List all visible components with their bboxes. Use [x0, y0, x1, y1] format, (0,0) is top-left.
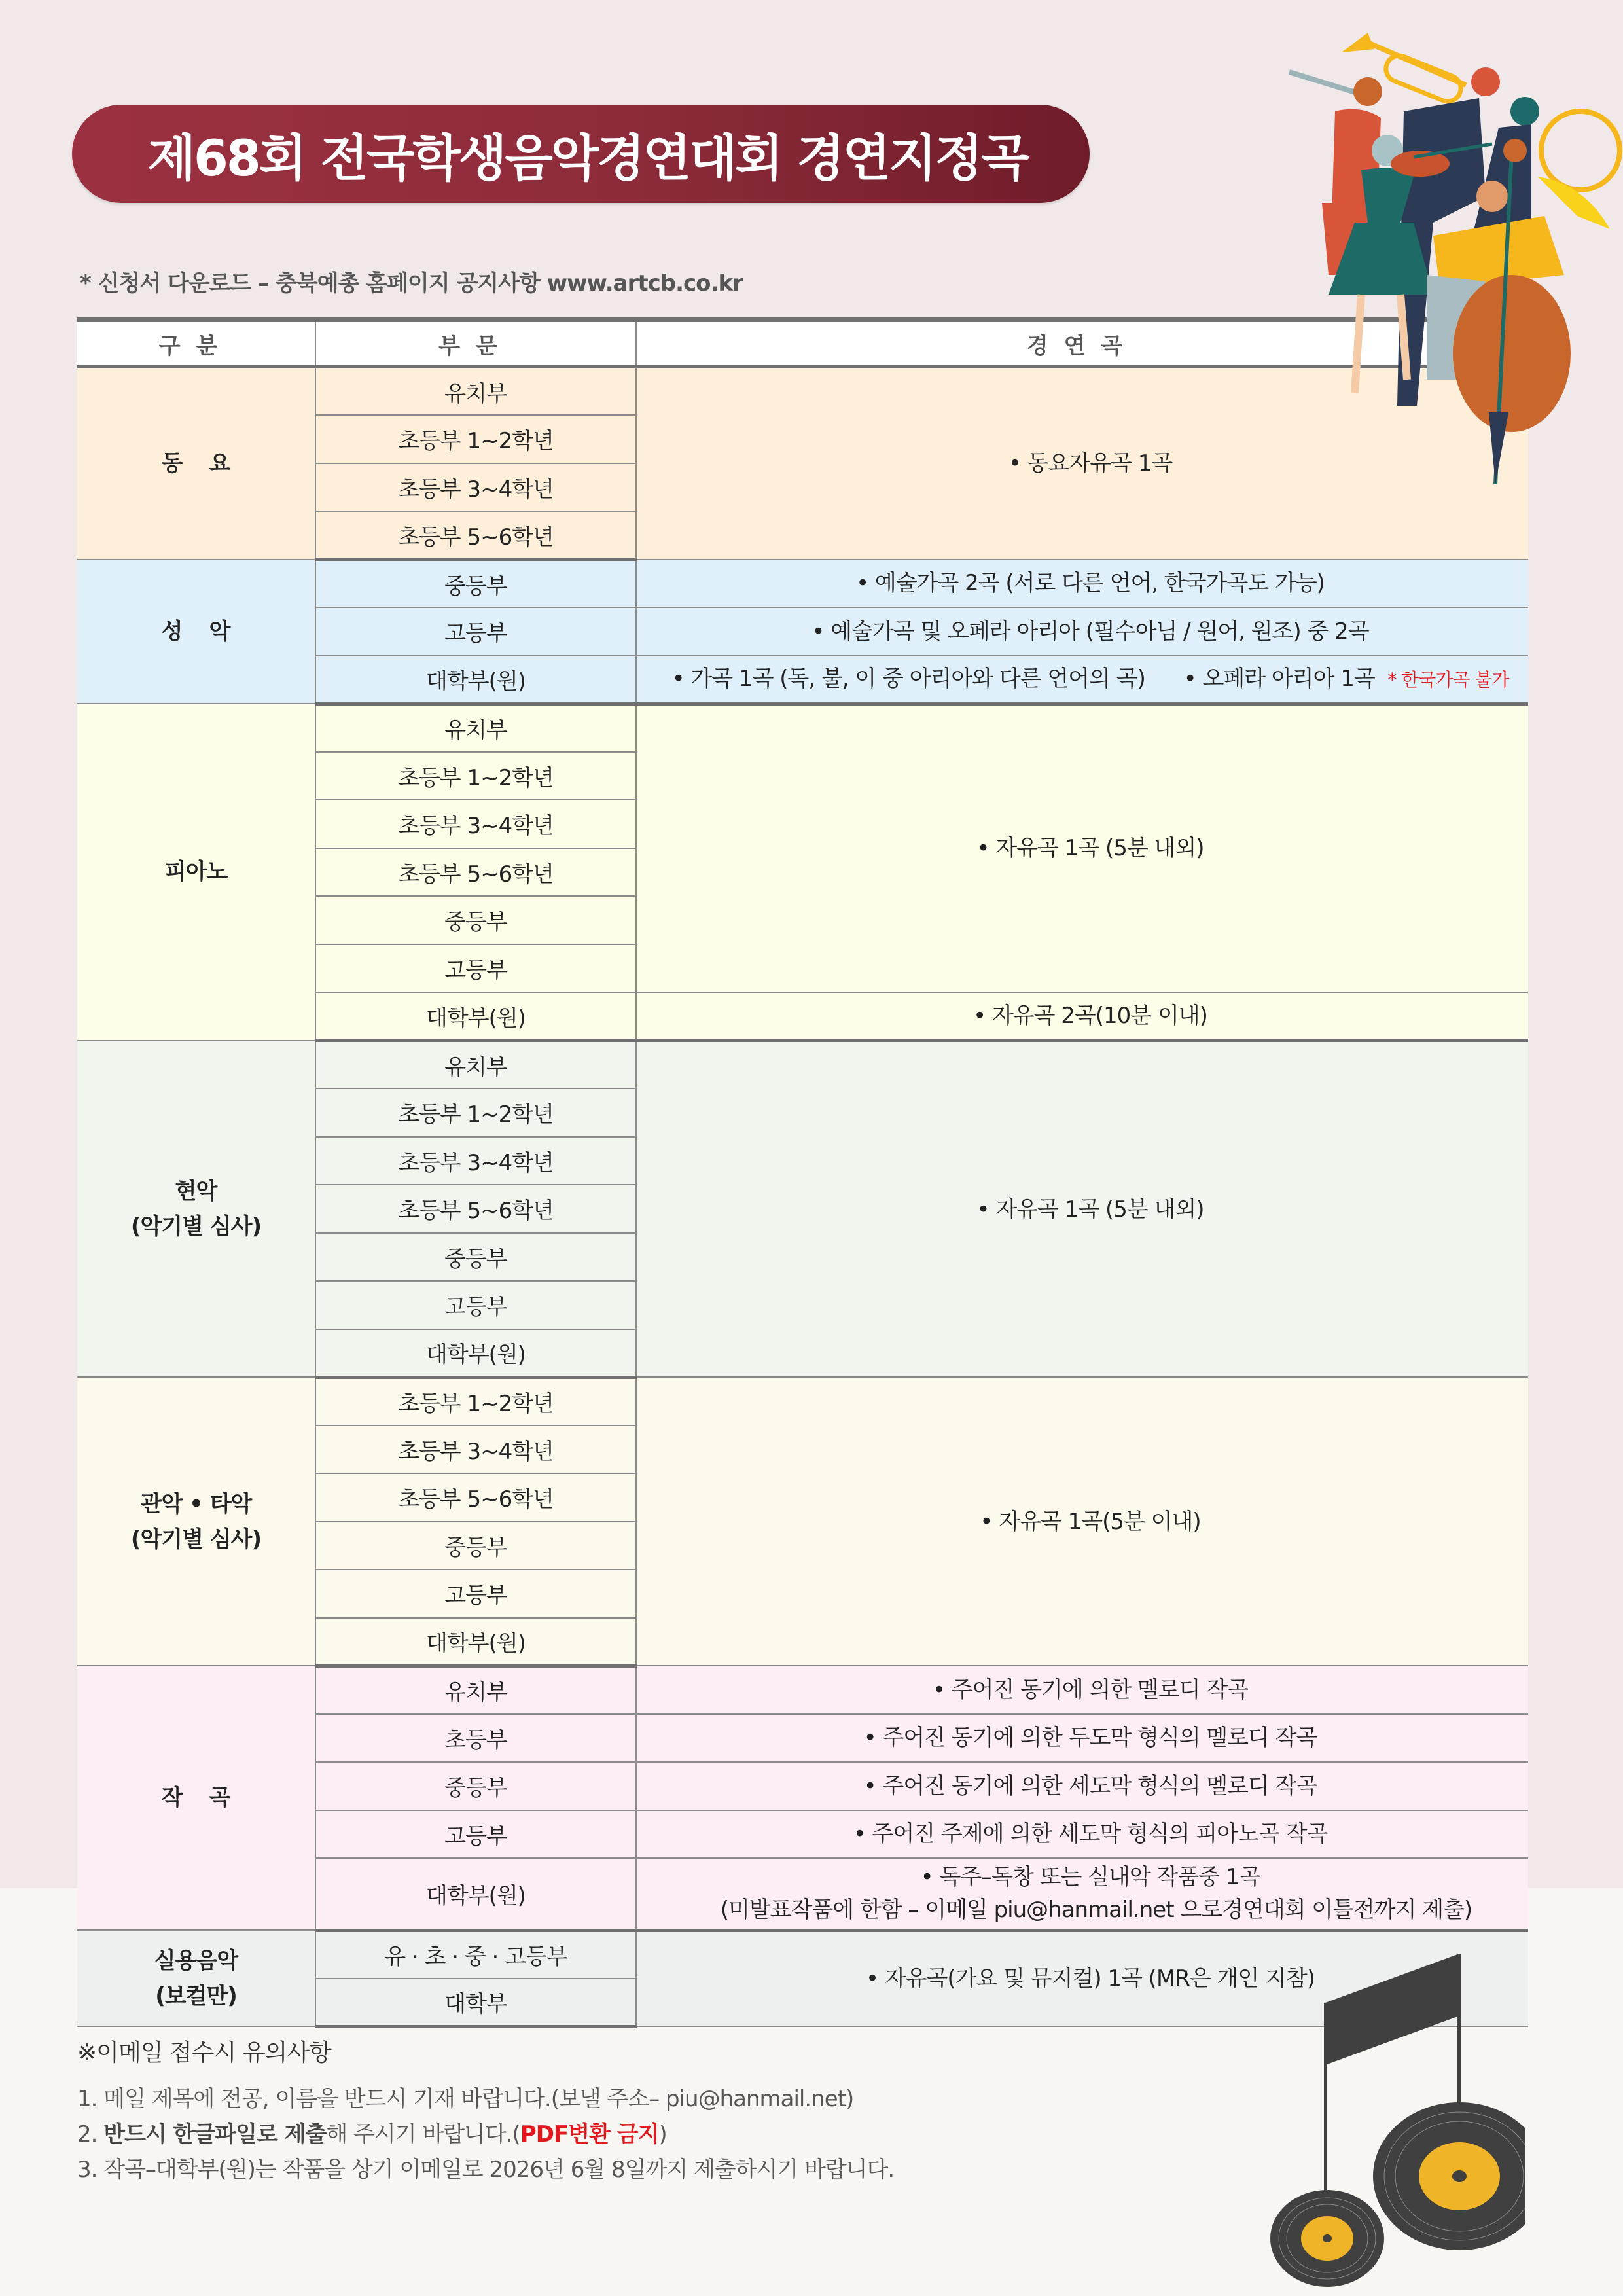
- table-row: [77, 1377, 1528, 1426]
- category-subnote: (악기별 심사): [130, 1213, 262, 1240]
- division-cell: 중등부: [315, 1522, 636, 1570]
- division-cell: 고등부: [315, 1281, 636, 1329]
- note-number: 2.: [77, 2121, 104, 2147]
- division-cell: 대학부(원): [315, 1858, 636, 1930]
- table-row: [77, 560, 1528, 608]
- division-cell: 중등부: [315, 896, 636, 944]
- category-piano: 피아노: [77, 704, 315, 1041]
- vinyl-music-note-icon: [1237, 1924, 1525, 2291]
- notes-heading: ※이메일 접수시 유의사항: [77, 2039, 331, 2066]
- pieces-cell: • 자유곡(가요 및 뮤지컬) 1곡 (MR은 개인 지참): [636, 1930, 1528, 2026]
- division-cell: 초등부 3~4학년: [315, 463, 636, 512]
- pieces-cell: • 자유곡 1곡 (5분 내외): [636, 1041, 1528, 1378]
- division-cell: 초등부 3~4학년: [315, 1137, 636, 1185]
- table-row: [77, 1666, 1528, 1714]
- division-cell: 초등부 5~6학년: [315, 1185, 636, 1233]
- pieces-cell: • 예술가곡 및 오페라 아리아 (필수아님 / 원어, 원조) 중 2곡: [636, 607, 1528, 656]
- table-row: [77, 1041, 1528, 1089]
- korean-song-not-allowed-note: * 한국가곡 불가: [1387, 668, 1509, 691]
- division-cell: 초등부 1~2학년: [315, 752, 636, 800]
- category-jakgok: 작곡: [77, 1666, 315, 1930]
- note-item-2: [77, 2117, 894, 2152]
- pieces-text: • 가곡 1곡 (독, 불, 이 중 아리아와 다른 언어의 곡) • 오페라 아리아 1곡: [671, 665, 1375, 692]
- category-subnote: (악기별 심사): [130, 1526, 262, 1552]
- division-cell: 고등부: [315, 607, 636, 656]
- division-cell: 중등부: [315, 1762, 636, 1810]
- division-cell: 고등부: [315, 1810, 636, 1859]
- division-cell: 고등부: [315, 944, 636, 993]
- pieces-cell: • 예술가곡 2곡 (서로 다른 언어, 한국가곡도 가능): [636, 560, 1528, 608]
- pieces-text: • 독주–독창 또는 실내악 작품중 1곡: [920, 1864, 1260, 1891]
- division-cell: 유치부: [315, 1041, 636, 1089]
- pieces-cell: • 동요자유곡 1곡: [636, 367, 1528, 560]
- division-cell: 유 · 초 · 중 · 고등부: [315, 1930, 636, 1979]
- page-title: 제68회 전국학생음악경연대회 경연지정곡: [147, 128, 1027, 187]
- table-row: [77, 704, 1528, 752]
- pdf-prohibited-warning: PDF변환 금지: [520, 2121, 659, 2147]
- pieces-cell: • 주어진 주제에 의한 세도막 형식의 피아노곡 작곡: [636, 1810, 1528, 1859]
- pieces-cell: [636, 656, 1528, 704]
- division-cell: 유치부: [315, 704, 636, 752]
- competition-pieces-table: [77, 317, 1528, 2028]
- division-cell: 대학부(원): [315, 1618, 636, 1666]
- category-hyeonak: [77, 1041, 315, 1378]
- category-silyong: [77, 1930, 315, 2026]
- note-item-1: 1. 메일 제목에 전공, 이름을 반드시 기재 바랍니다.(보낼 주소– piu@hanmail.net): [77, 2086, 854, 2112]
- pieces-cell: • 자유곡 2곡(10분 이내): [636, 992, 1528, 1041]
- division-cell: 대학부(원): [315, 656, 636, 704]
- category-name: 현악: [175, 1177, 217, 1204]
- division-cell: 초등부 5~6학년: [315, 848, 636, 897]
- email-submission-notes: [77, 2036, 894, 2187]
- category-subnote: (보컬만): [155, 1982, 237, 2009]
- download-notice: * 신청서 다운로드 – 충북예총 홈페이지 공지사항 www.artcb.co.kr: [80, 270, 743, 296]
- submission-note: (미발표작품에 한함 – 이메일 piu@hanmail.net 으로경연대회 이틀전까지 제출): [720, 1897, 1472, 1924]
- division-cell: 초등부 5~6학년: [315, 511, 636, 560]
- division-cell: 대학부(원): [315, 1329, 636, 1378]
- column-header-category: 구분: [77, 320, 315, 367]
- pieces-cell: • 주어진 동기에 의한 두도막 형식의 멜로디 작곡: [636, 1714, 1528, 1763]
- division-cell: 고등부: [315, 1570, 636, 1618]
- division-cell: 유치부: [315, 1666, 636, 1714]
- musicians-illustration-icon: [1270, 13, 1623, 524]
- division-cell: 중등부: [315, 560, 636, 608]
- title-banner: [72, 105, 1090, 203]
- division-cell: 초등부 3~4학년: [315, 800, 636, 848]
- pieces-cell: • 자유곡 1곡(5분 이내): [636, 1377, 1528, 1666]
- division-cell: 초등부 5~6학년: [315, 1473, 636, 1522]
- division-cell: 초등부 1~2학년: [315, 1377, 636, 1426]
- category-seongak: 성악: [77, 560, 315, 704]
- division-cell: 초등부: [315, 1714, 636, 1763]
- pieces-cell: • 주어진 동기에 의한 멜로디 작곡: [636, 1666, 1528, 1714]
- column-header-pieces: 경연곡: [636, 320, 1528, 367]
- pieces-cell: • 주어진 동기에 의한 세도막 형식의 멜로디 작곡: [636, 1762, 1528, 1810]
- note-item-3: 3. 작곡–대학부(원)는 작품을 상기 이메일로 2026년 6월 8일까지 제출하시기 바랍니다.: [77, 2157, 895, 2183]
- division-cell: 유치부: [315, 367, 636, 416]
- pieces-cell: • 자유곡 1곡 (5분 내외): [636, 704, 1528, 992]
- category-gwanak: [77, 1377, 315, 1666]
- note-text: 해 주시기 바랍니다.(: [326, 2121, 520, 2147]
- note-emphasis: 반드시 한글파일로 제출: [103, 2121, 327, 2147]
- division-cell: 초등부 3~4학년: [315, 1426, 636, 1474]
- category-name: 실용음악: [154, 1947, 238, 1974]
- category-dongyo: 동요: [77, 367, 315, 560]
- division-cell: 초등부 1~2학년: [315, 415, 636, 463]
- pieces-cell: [636, 1858, 1528, 1930]
- column-header-division: 부문: [315, 320, 636, 367]
- category-name: 관악 • 타악: [140, 1490, 252, 1517]
- division-cell: 대학부: [315, 1979, 636, 2027]
- division-cell: 중등부: [315, 1233, 636, 1282]
- division-cell: 대학부(원): [315, 992, 636, 1041]
- division-cell: 초등부 1~2학년: [315, 1088, 636, 1137]
- note-text: ): [658, 2121, 667, 2147]
